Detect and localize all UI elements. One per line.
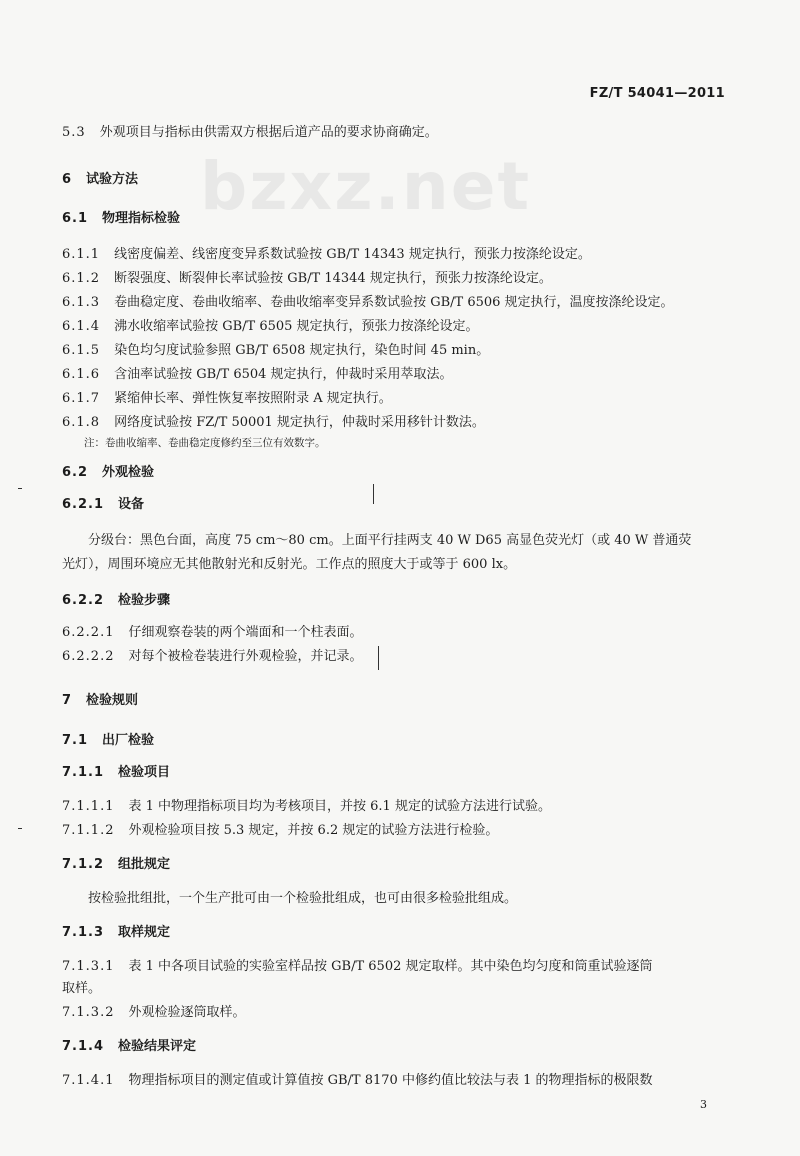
clause-7-1-1-heading bbox=[62, 764, 742, 782]
clause-number: 6.1.2 bbox=[62, 271, 101, 286]
clause-number: 7.1.3.1 bbox=[62, 959, 115, 974]
clause-6-1-5 bbox=[62, 342, 742, 360]
clause-number: 7.1.4 bbox=[62, 1039, 105, 1054]
clause-7-1-2-heading bbox=[62, 856, 742, 874]
page-number: 3 bbox=[700, 1098, 707, 1111]
clause-text: 染色均匀度试验参照 GB/T 6508 规定执行，染色时间 45 min。 bbox=[114, 343, 490, 358]
clause-6-2-2-1 bbox=[62, 624, 742, 642]
clause-6-1-6 bbox=[62, 366, 742, 384]
clause-text: 组批规定 bbox=[118, 857, 171, 872]
clause-text: 线密度偏差、线密度变异系数试验按 GB/T 14343 规定执行，预张力按涤纶设定。 bbox=[114, 247, 591, 262]
clause-number: 7.1.1.2 bbox=[62, 823, 115, 838]
clause-number: 7.1.2 bbox=[62, 857, 105, 872]
clause-number: 6.1.1 bbox=[62, 247, 101, 262]
clause-text: 物理指标项目的测定值或计算值按 GB/T 8170 中修约值比较法与表 1 的物理指标的极限数 bbox=[128, 1073, 653, 1088]
clause-text: 设备 bbox=[118, 497, 145, 512]
clause-text: 表 1 中各项目试验的实验室样品按 GB/T 6502 规定取样。其中染色均匀度和筒重试验逐筒 bbox=[128, 959, 653, 974]
clause-text: 外观检验逐筒取样。 bbox=[128, 1005, 246, 1020]
clause-text: 卷曲稳定度、卷曲收缩率、卷曲收缩率变异系数试验按 GB/T 6506 规定执行，温度按涤纶设定。 bbox=[114, 295, 674, 310]
clause-text: 检验结果评定 bbox=[118, 1039, 197, 1054]
clause-7-1-4-1 bbox=[62, 1072, 742, 1090]
scan-artifact bbox=[378, 646, 379, 670]
clause-number: 7.1.3.2 bbox=[62, 1005, 115, 1020]
clause-text: 沸水收缩率试验按 GB/T 6505 规定执行，预张力按涤纶设定。 bbox=[114, 319, 479, 334]
clause-6-1-7 bbox=[62, 390, 742, 408]
clause-text: 含油率试验按 GB/T 6504 规定执行，仲裁时采用萃取法。 bbox=[114, 367, 453, 382]
clause-text: 表 1 中物理指标项目均为考核项目，并按 6.1 规定的试验方法进行试验。 bbox=[128, 799, 551, 814]
note-text: 注：卷曲收缩率、卷曲稳定度修约至三位有效数字。 bbox=[84, 437, 326, 449]
clause-text: 断裂强度、断裂伸长率试验按 GB/T 14344 规定执行，预张力按涤纶设定。 bbox=[114, 271, 552, 286]
clause-number: 6.2 bbox=[62, 465, 89, 480]
clause-number: 6.1.3 bbox=[62, 295, 101, 310]
clause-text: 物理指标检验 bbox=[102, 211, 181, 226]
clause-text: 外观检验 bbox=[102, 465, 155, 480]
clause-number: 7.1.3 bbox=[62, 925, 105, 940]
clause-text: 出厂检验 bbox=[102, 733, 155, 748]
clause-7-1-heading bbox=[62, 732, 742, 750]
paragraph-text: 分级台：黑色台面，高度 75 cm～80 cm。上面平行挂两支 40 W D65 高显色荧光灯（或 40 W 普通荧 bbox=[88, 533, 692, 548]
clause-7-1-3-heading bbox=[62, 924, 742, 942]
clause-6-1-1 bbox=[62, 246, 742, 264]
clause-text: 紧缩伸长率、弹性恢复率按照附录 A 规定执行。 bbox=[114, 391, 392, 406]
clause-7-1-3-2 bbox=[62, 1004, 742, 1022]
clause-text: 检验项目 bbox=[118, 765, 171, 780]
clause-text: 网络度试验按 FZ/T 50001 规定执行，仲裁时采用移针计数法。 bbox=[114, 415, 485, 430]
clause-number: 6 bbox=[62, 172, 73, 187]
section-6-heading bbox=[62, 171, 742, 189]
clause-number: 6.2.2.2 bbox=[62, 649, 115, 664]
scan-artifact bbox=[18, 828, 22, 829]
clause-number: 7.1 bbox=[62, 733, 89, 748]
clause-number: 6.1.6 bbox=[62, 367, 101, 382]
clause-6-1-8 bbox=[62, 414, 742, 432]
clause-text: 取样规定 bbox=[118, 925, 171, 940]
clause-text: 外观项目与指标由供需双方根据后道产品的要求协商确定。 bbox=[99, 125, 438, 140]
section-7-heading bbox=[62, 692, 742, 710]
note bbox=[84, 434, 764, 452]
clause-text: 试验方法 bbox=[86, 172, 139, 187]
clause-number: 7.1.4.1 bbox=[62, 1073, 115, 1088]
clause-text: 检验步骤 bbox=[118, 593, 171, 608]
watermark: bzxz.net bbox=[200, 148, 532, 225]
paragraph-text: 按检验批组批，一个生产批可由一个检验批组成，也可由很多检验批组成。 bbox=[88, 891, 518, 906]
clause-number: 6.1.4 bbox=[62, 319, 101, 334]
clause-number: 6.1 bbox=[62, 211, 89, 226]
clause-number: 6.1.7 bbox=[62, 391, 101, 406]
clause-number: 7.1.1.1 bbox=[62, 799, 115, 814]
clause-number: 7 bbox=[62, 693, 73, 708]
scan-artifact bbox=[373, 484, 374, 504]
clause-number: 6.2.2 bbox=[62, 593, 105, 608]
paragraph-line bbox=[88, 890, 768, 908]
clause-number: 7.1.1 bbox=[62, 765, 105, 780]
clause-number: 6.1.8 bbox=[62, 415, 101, 430]
clause-7-1-1-2 bbox=[62, 822, 742, 840]
clause-6-2-2-2 bbox=[62, 648, 742, 666]
clause-6-1-3 bbox=[62, 294, 742, 312]
clause-number: 6.1.5 bbox=[62, 343, 101, 358]
clause-number: 6.2.1 bbox=[62, 497, 105, 512]
clause-6-1-heading bbox=[62, 210, 742, 228]
clause-6-2-heading bbox=[62, 464, 742, 482]
clause-text: 外观检验项目按 5.3 规定，并按 6.2 规定的试验方法进行检验。 bbox=[128, 823, 499, 838]
paragraph-line bbox=[88, 532, 768, 550]
clause-7-1-1-1 bbox=[62, 798, 742, 816]
clause-text: 检验规则 bbox=[86, 693, 139, 708]
clause-7-1-4-heading bbox=[62, 1038, 742, 1056]
standard-code: FZ/T 54041—2011 bbox=[589, 86, 725, 101]
clause-6-2-1-heading bbox=[62, 496, 742, 514]
clause-text: 仔细观察卷装的两个端面和一个柱表面。 bbox=[128, 625, 363, 640]
paragraph-line bbox=[62, 556, 742, 574]
clause-text: 对每个被检卷装进行外观检验，并记录。 bbox=[128, 649, 363, 664]
clause-6-1-2 bbox=[62, 270, 742, 288]
clause-6-1-4 bbox=[62, 318, 742, 336]
scan-artifact bbox=[18, 488, 22, 489]
clause-7-1-3-1 bbox=[62, 958, 742, 976]
clause-number: 5.3 bbox=[62, 125, 86, 140]
clause-number: 6.2.2.1 bbox=[62, 625, 115, 640]
paragraph-text: 光灯），周围环境应无其他散射光和反射光。工作点的照度大于或等于 600 lx。 bbox=[62, 557, 517, 572]
clause-6-2-2-heading bbox=[62, 592, 742, 610]
paragraph-line bbox=[62, 980, 742, 998]
clause-5-3 bbox=[62, 124, 742, 142]
paragraph-text: 取样。 bbox=[62, 981, 102, 996]
